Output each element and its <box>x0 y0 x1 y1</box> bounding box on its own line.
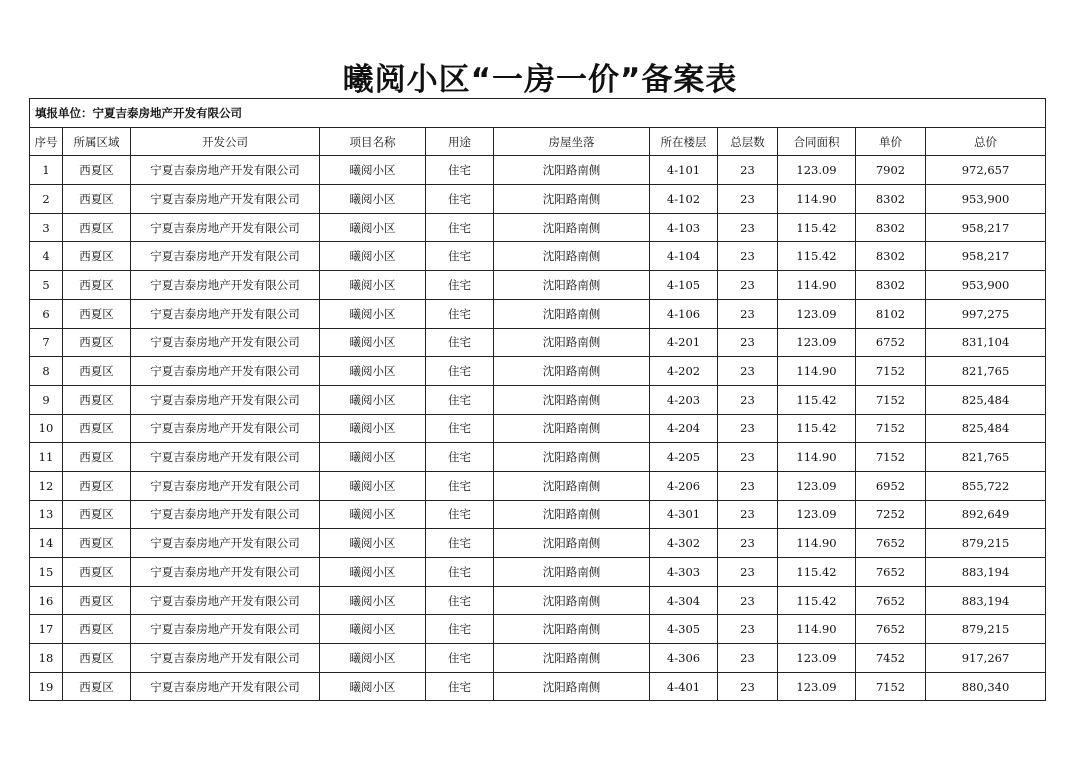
table-row <box>30 385 1046 414</box>
cell-seq: 17 <box>30 615 63 644</box>
unit-row <box>30 99 1046 128</box>
cell-region: 西夏区 <box>63 328 131 357</box>
cell-total-price: 831,104 <box>926 328 1046 357</box>
table-body <box>30 99 1046 701</box>
table-row <box>30 500 1046 529</box>
cell-usage: 住宅 <box>426 185 494 214</box>
cell-developer: 宁夏吉泰房地产开发有限公司 <box>131 156 320 185</box>
cell-developer: 宁夏吉泰房地产开发有限公司 <box>131 185 320 214</box>
cell-total-price: 880,340 <box>926 672 1046 701</box>
table-row <box>30 357 1046 386</box>
cell-floor: 4-106 <box>650 299 718 328</box>
cell-total-floors: 23 <box>718 414 778 443</box>
cell-floor: 4-201 <box>650 328 718 357</box>
cell-seq: 7 <box>30 328 63 357</box>
cell-location: 沈阳路南侧 <box>494 299 650 328</box>
cell-floor: 4-202 <box>650 357 718 386</box>
cell-project: 曦阅小区 <box>320 185 426 214</box>
column-header-seq: 序号 <box>30 127 63 156</box>
cell-usage: 住宅 <box>426 529 494 558</box>
cell-region: 西夏区 <box>63 242 131 271</box>
cell-total-floors: 23 <box>718 156 778 185</box>
cell-area: 114.90 <box>778 357 856 386</box>
table-row <box>30 615 1046 644</box>
cell-seq: 9 <box>30 385 63 414</box>
cell-developer: 宁夏吉泰房地产开发有限公司 <box>131 615 320 644</box>
cell-total-price: 958,217 <box>926 213 1046 242</box>
cell-total-floors: 23 <box>718 242 778 271</box>
cell-unit-price: 7452 <box>856 644 926 673</box>
cell-total-floors: 23 <box>718 615 778 644</box>
cell-area: 123.09 <box>778 328 856 357</box>
cell-unit-price: 7902 <box>856 156 926 185</box>
cell-floor: 4-204 <box>650 414 718 443</box>
cell-project: 曦阅小区 <box>320 357 426 386</box>
cell-total-floors: 23 <box>718 213 778 242</box>
column-header-usage: 用途 <box>426 127 494 156</box>
cell-unit-price: 7652 <box>856 615 926 644</box>
cell-area: 115.42 <box>778 385 856 414</box>
cell-project: 曦阅小区 <box>320 558 426 587</box>
document-title: 曦阅小区“一房一价”备案表 <box>342 62 738 98</box>
table-row <box>30 471 1046 500</box>
filing-table <box>29 98 1046 701</box>
cell-area: 115.42 <box>778 586 856 615</box>
cell-seq: 12 <box>30 471 63 500</box>
cell-seq: 1 <box>30 156 63 185</box>
cell-total-price: 997,275 <box>926 299 1046 328</box>
cell-unit-price: 8102 <box>856 299 926 328</box>
cell-area: 114.90 <box>778 443 856 472</box>
cell-location: 沈阳路南侧 <box>494 586 650 615</box>
cell-location: 沈阳路南侧 <box>494 357 650 386</box>
cell-region: 西夏区 <box>63 443 131 472</box>
cell-total-floors: 23 <box>718 529 778 558</box>
cell-floor: 4-101 <box>650 156 718 185</box>
cell-floor: 4-304 <box>650 586 718 615</box>
cell-usage: 住宅 <box>426 414 494 443</box>
cell-total-floors: 23 <box>718 271 778 300</box>
cell-location: 沈阳路南侧 <box>494 558 650 587</box>
cell-floor: 4-303 <box>650 558 718 587</box>
cell-area: 114.90 <box>778 185 856 214</box>
cell-usage: 住宅 <box>426 615 494 644</box>
cell-project: 曦阅小区 <box>320 443 426 472</box>
cell-unit-price: 7252 <box>856 500 926 529</box>
table-row <box>30 271 1046 300</box>
cell-usage: 住宅 <box>426 357 494 386</box>
cell-location: 沈阳路南侧 <box>494 443 650 472</box>
cell-total-price: 883,194 <box>926 586 1046 615</box>
cell-developer: 宁夏吉泰房地产开发有限公司 <box>131 357 320 386</box>
cell-floor: 4-306 <box>650 644 718 673</box>
cell-floor: 4-103 <box>650 213 718 242</box>
cell-floor: 4-301 <box>650 500 718 529</box>
cell-floor: 4-206 <box>650 471 718 500</box>
cell-seq: 3 <box>30 213 63 242</box>
cell-usage: 住宅 <box>426 443 494 472</box>
cell-developer: 宁夏吉泰房地产开发有限公司 <box>131 271 320 300</box>
cell-project: 曦阅小区 <box>320 414 426 443</box>
cell-project: 曦阅小区 <box>320 471 426 500</box>
table-row <box>30 156 1046 185</box>
cell-total-floors: 23 <box>718 385 778 414</box>
cell-location: 沈阳路南侧 <box>494 615 650 644</box>
column-header-floor: 所在楼层 <box>650 127 718 156</box>
cell-developer: 宁夏吉泰房地产开发有限公司 <box>131 299 320 328</box>
cell-seq: 16 <box>30 586 63 615</box>
cell-usage: 住宅 <box>426 471 494 500</box>
cell-total-floors: 23 <box>718 357 778 386</box>
cell-total-price: 892,649 <box>926 500 1046 529</box>
cell-total-price: 917,267 <box>926 644 1046 673</box>
cell-location: 沈阳路南侧 <box>494 644 650 673</box>
cell-region: 西夏区 <box>63 644 131 673</box>
header-row <box>30 127 1046 156</box>
cell-unit-price: 7652 <box>856 558 926 587</box>
cell-usage: 住宅 <box>426 500 494 529</box>
cell-location: 沈阳路南侧 <box>494 414 650 443</box>
cell-floor: 4-205 <box>650 443 718 472</box>
cell-developer: 宁夏吉泰房地产开发有限公司 <box>131 500 320 529</box>
cell-total-price: 855,722 <box>926 471 1046 500</box>
cell-project: 曦阅小区 <box>320 271 426 300</box>
cell-total-price: 883,194 <box>926 558 1046 587</box>
cell-developer: 宁夏吉泰房地产开发有限公司 <box>131 414 320 443</box>
cell-usage: 住宅 <box>426 156 494 185</box>
cell-region: 西夏区 <box>63 558 131 587</box>
cell-seq: 14 <box>30 529 63 558</box>
cell-location: 沈阳路南侧 <box>494 156 650 185</box>
cell-project: 曦阅小区 <box>320 328 426 357</box>
cell-seq: 8 <box>30 357 63 386</box>
cell-total-floors: 23 <box>718 558 778 587</box>
cell-region: 西夏区 <box>63 156 131 185</box>
cell-developer: 宁夏吉泰房地产开发有限公司 <box>131 586 320 615</box>
table-row <box>30 586 1046 615</box>
cell-seq: 11 <box>30 443 63 472</box>
column-header-location: 房屋坐落 <box>494 127 650 156</box>
cell-unit-price: 8302 <box>856 185 926 214</box>
cell-floor: 4-401 <box>650 672 718 701</box>
cell-area: 114.90 <box>778 271 856 300</box>
cell-floor: 4-102 <box>650 185 718 214</box>
cell-developer: 宁夏吉泰房地产开发有限公司 <box>131 385 320 414</box>
cell-region: 西夏区 <box>63 672 131 701</box>
cell-project: 曦阅小区 <box>320 586 426 615</box>
cell-seq: 13 <box>30 500 63 529</box>
cell-floor: 4-305 <box>650 615 718 644</box>
cell-seq: 15 <box>30 558 63 587</box>
table-row <box>30 644 1046 673</box>
cell-project: 曦阅小区 <box>320 500 426 529</box>
cell-total-floors: 23 <box>718 185 778 214</box>
cell-project: 曦阅小区 <box>320 529 426 558</box>
cell-usage: 住宅 <box>426 558 494 587</box>
column-header-total-floors: 总层数 <box>718 127 778 156</box>
cell-seq: 19 <box>30 672 63 701</box>
cell-total-floors: 23 <box>718 328 778 357</box>
cell-location: 沈阳路南侧 <box>494 185 650 214</box>
cell-unit-price: 7152 <box>856 414 926 443</box>
cell-location: 沈阳路南侧 <box>494 672 650 701</box>
column-header-total-price: 总价 <box>926 127 1046 156</box>
cell-total-floors: 23 <box>718 443 778 472</box>
cell-area: 115.42 <box>778 242 856 271</box>
cell-usage: 住宅 <box>426 672 494 701</box>
cell-region: 西夏区 <box>63 299 131 328</box>
cell-project: 曦阅小区 <box>320 242 426 271</box>
cell-developer: 宁夏吉泰房地产开发有限公司 <box>131 471 320 500</box>
table-row <box>30 414 1046 443</box>
cell-floor: 4-203 <box>650 385 718 414</box>
cell-total-floors: 23 <box>718 299 778 328</box>
cell-developer: 宁夏吉泰房地产开发有限公司 <box>131 644 320 673</box>
cell-project: 曦阅小区 <box>320 615 426 644</box>
cell-region: 西夏区 <box>63 586 131 615</box>
table-row <box>30 672 1046 701</box>
cell-unit-price: 8302 <box>856 242 926 271</box>
cell-total-price: 958,217 <box>926 242 1046 271</box>
cell-area: 115.42 <box>778 558 856 587</box>
cell-floor: 4-105 <box>650 271 718 300</box>
cell-developer: 宁夏吉泰房地产开发有限公司 <box>131 213 320 242</box>
cell-usage: 住宅 <box>426 271 494 300</box>
cell-total-price: 879,215 <box>926 529 1046 558</box>
cell-usage: 住宅 <box>426 644 494 673</box>
cell-total-floors: 23 <box>718 586 778 615</box>
table-row <box>30 185 1046 214</box>
cell-location: 沈阳路南侧 <box>494 471 650 500</box>
cell-unit-price: 8302 <box>856 271 926 300</box>
cell-location: 沈阳路南侧 <box>494 242 650 271</box>
cell-area: 123.09 <box>778 672 856 701</box>
cell-location: 沈阳路南侧 <box>494 271 650 300</box>
cell-usage: 住宅 <box>426 328 494 357</box>
cell-location: 沈阳路南侧 <box>494 500 650 529</box>
cell-usage: 住宅 <box>426 299 494 328</box>
cell-region: 西夏区 <box>63 471 131 500</box>
cell-seq: 6 <box>30 299 63 328</box>
cell-location: 沈阳路南侧 <box>494 529 650 558</box>
cell-seq: 2 <box>30 185 63 214</box>
cell-seq: 4 <box>30 242 63 271</box>
table-row <box>30 328 1046 357</box>
table-row <box>30 558 1046 587</box>
cell-total-floors: 23 <box>718 644 778 673</box>
cell-region: 西夏区 <box>63 185 131 214</box>
cell-region: 西夏区 <box>63 213 131 242</box>
cell-unit-price: 7652 <box>856 586 926 615</box>
column-header-area: 合同面积 <box>778 127 856 156</box>
column-header-region: 所属区域 <box>63 127 131 156</box>
cell-developer: 宁夏吉泰房地产开发有限公司 <box>131 328 320 357</box>
cell-region: 西夏区 <box>63 414 131 443</box>
cell-area: 114.90 <box>778 529 856 558</box>
table-row <box>30 299 1046 328</box>
cell-floor: 4-302 <box>650 529 718 558</box>
cell-developer: 宁夏吉泰房地产开发有限公司 <box>131 672 320 701</box>
cell-seq: 18 <box>30 644 63 673</box>
cell-unit-price: 7152 <box>856 672 926 701</box>
cell-developer: 宁夏吉泰房地产开发有限公司 <box>131 443 320 472</box>
cell-total-price: 972,657 <box>926 156 1046 185</box>
cell-total-price: 879,215 <box>926 615 1046 644</box>
cell-total-floors: 23 <box>718 500 778 529</box>
cell-total-price: 825,484 <box>926 414 1046 443</box>
cell-total-floors: 23 <box>718 471 778 500</box>
cell-total-price: 953,900 <box>926 185 1046 214</box>
cell-seq: 5 <box>30 271 63 300</box>
cell-usage: 住宅 <box>426 586 494 615</box>
cell-unit-price: 8302 <box>856 213 926 242</box>
cell-unit-price: 7652 <box>856 529 926 558</box>
column-header-project: 项目名称 <box>320 127 426 156</box>
table-row <box>30 242 1046 271</box>
cell-total-price: 821,765 <box>926 357 1046 386</box>
cell-project: 曦阅小区 <box>320 299 426 328</box>
cell-project: 曦阅小区 <box>320 213 426 242</box>
cell-usage: 住宅 <box>426 242 494 271</box>
column-header-developer: 开发公司 <box>131 127 320 156</box>
cell-region: 西夏区 <box>63 271 131 300</box>
cell-location: 沈阳路南侧 <box>494 385 650 414</box>
cell-unit-price: 6752 <box>856 328 926 357</box>
cell-area: 115.42 <box>778 213 856 242</box>
cell-total-price: 825,484 <box>926 385 1046 414</box>
cell-region: 西夏区 <box>63 357 131 386</box>
cell-area: 115.42 <box>778 414 856 443</box>
column-header-unit-price: 单价 <box>856 127 926 156</box>
unit-label: 填报单位：宁夏吉泰房地产开发有限公司 <box>30 99 1046 128</box>
cell-region: 西夏区 <box>63 529 131 558</box>
cell-developer: 宁夏吉泰房地产开发有限公司 <box>131 558 320 587</box>
cell-seq: 10 <box>30 414 63 443</box>
table-row <box>30 443 1046 472</box>
cell-area: 123.09 <box>778 299 856 328</box>
cell-total-price: 821,765 <box>926 443 1046 472</box>
cell-usage: 住宅 <box>426 385 494 414</box>
cell-unit-price: 7152 <box>856 357 926 386</box>
cell-project: 曦阅小区 <box>320 385 426 414</box>
cell-developer: 宁夏吉泰房地产开发有限公司 <box>131 242 320 271</box>
cell-total-floors: 23 <box>718 672 778 701</box>
cell-area: 123.09 <box>778 156 856 185</box>
cell-project: 曦阅小区 <box>320 644 426 673</box>
cell-unit-price: 7152 <box>856 443 926 472</box>
cell-area: 123.09 <box>778 644 856 673</box>
cell-area: 123.09 <box>778 471 856 500</box>
cell-area: 114.90 <box>778 615 856 644</box>
cell-unit-price: 6952 <box>856 471 926 500</box>
cell-location: 沈阳路南侧 <box>494 213 650 242</box>
cell-region: 西夏区 <box>63 385 131 414</box>
table-row <box>30 529 1046 558</box>
cell-usage: 住宅 <box>426 213 494 242</box>
cell-floor: 4-104 <box>650 242 718 271</box>
cell-developer: 宁夏吉泰房地产开发有限公司 <box>131 529 320 558</box>
cell-area: 123.09 <box>778 500 856 529</box>
table-row <box>30 213 1046 242</box>
cell-total-price: 953,900 <box>926 271 1046 300</box>
cell-project: 曦阅小区 <box>320 672 426 701</box>
cell-region: 西夏区 <box>63 500 131 529</box>
cell-project: 曦阅小区 <box>320 156 426 185</box>
cell-location: 沈阳路南侧 <box>494 328 650 357</box>
cell-region: 西夏区 <box>63 615 131 644</box>
cell-unit-price: 7152 <box>856 385 926 414</box>
